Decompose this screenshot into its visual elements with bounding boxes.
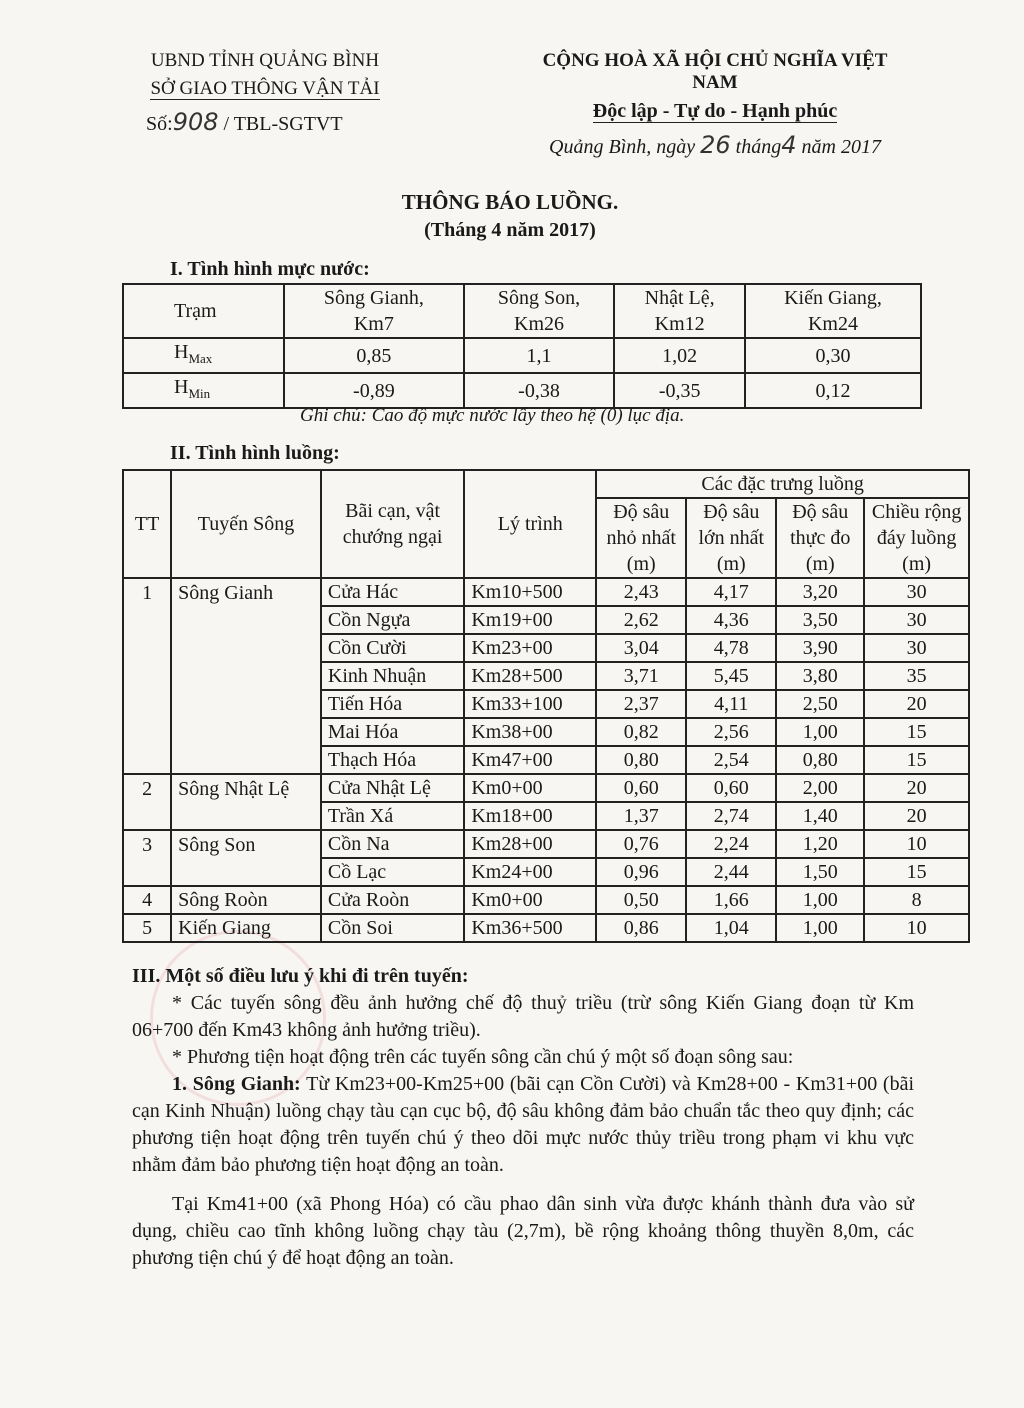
row-km: Km10+500 — [464, 578, 596, 606]
row-dmeas: 2,00 — [776, 774, 864, 802]
row-obstacle: Cửa Roòn — [321, 886, 464, 914]
row-dmin: 2,37 — [596, 690, 686, 718]
row-km: Km36+500 — [464, 914, 596, 942]
table-row — [123, 914, 969, 942]
row-dmax: 2,24 — [686, 830, 776, 858]
row-width: 20 — [864, 774, 969, 802]
row-dmeas: 0,80 — [776, 746, 864, 774]
table-row — [123, 858, 969, 886]
table-row — [123, 634, 969, 662]
col-dmax: Độ sâu lớn nhất (m) — [686, 498, 776, 578]
row-dmax: 2,56 — [686, 718, 776, 746]
table-row — [123, 774, 969, 802]
row-tt — [123, 634, 171, 662]
row-dmeas: 1,00 — [776, 718, 864, 746]
row-dmax: 4,36 — [686, 606, 776, 634]
row-tt — [123, 858, 171, 886]
section-2-heading: II. Tình hình luồng: — [170, 442, 340, 464]
table-row — [123, 746, 969, 774]
table-row — [123, 606, 969, 634]
station-cell: Sông Son, Km26 — [464, 284, 615, 338]
channel-table — [122, 469, 970, 943]
table-row — [123, 578, 969, 606]
row-dmax: 4,78 — [686, 634, 776, 662]
date-month-handwritten: 4 — [781, 131, 797, 159]
row-width: 30 — [864, 578, 969, 606]
row-dmeas: 1,50 — [776, 858, 864, 886]
section-1-heading: I. Tình hình mực nước: — [170, 258, 370, 280]
row-river — [171, 690, 321, 718]
row-width: 10 — [864, 830, 969, 858]
row-width: 15 — [864, 858, 969, 886]
row-obstacle: Cồ Lạc — [321, 858, 464, 886]
row-river — [171, 718, 321, 746]
row-dmax: 4,17 — [686, 578, 776, 606]
doc-date: Quảng Bình, ngày 26 tháng4 năm 2017 — [549, 131, 881, 159]
row-km: Km0+00 — [464, 886, 596, 914]
row-dmax: 1,66 — [686, 886, 776, 914]
row-obstacle: Kinh Nhuận — [321, 662, 464, 690]
col-km: Lý trình — [464, 470, 596, 578]
row-dmeas: 3,90 — [776, 634, 864, 662]
row-width: 15 — [864, 746, 969, 774]
row-tt: 2 — [123, 774, 171, 802]
row-dmax: 2,44 — [686, 858, 776, 886]
hmax-value: 1,02 — [614, 338, 745, 373]
row-km: Km23+00 — [464, 634, 596, 662]
hmin-value: -0,38 — [464, 373, 615, 408]
row-width: 10 — [864, 914, 969, 942]
title-main: THÔNG BÁO LUỒNG. — [401, 190, 619, 214]
col-obstacle: Bãi cạn, vật chướng ngại — [321, 470, 464, 578]
doc-number: Số:908 / TBL-SGTVT — [146, 108, 343, 136]
row-dmeas: 3,50 — [776, 606, 864, 634]
row-dmeas: 3,20 — [776, 578, 864, 606]
col-dmeas: Độ sâu thực đo (m) — [776, 498, 864, 578]
row-dmax: 5,45 — [686, 662, 776, 690]
hmax-label: $H_{Max}$ — [123, 338, 284, 373]
row-river: Sông Roòn — [171, 886, 321, 914]
org-line-2: SỞ GIAO THÔNG VẬN TẢI — [150, 78, 380, 99]
row-obstacle: Trần Xá — [321, 802, 464, 830]
row-dmeas: 1,00 — [776, 914, 864, 942]
row-dmin: 0,80 — [596, 746, 686, 774]
note-song-gianh: 1. Sông Gianh: Từ Km23+00-Km25+00 (bãi cạn Cồn Cười) và Km28+00 - Km31+00 (bãi cạn Kinh Nhuận) luồng chạy tàu cạn cục bộ, độ sâu không đảm bảo chuẩn tắc theo quy định; các phương tiện hoạt động trên tuyến chú ý theo dõi mực nước thủy triều trong phạm vi khu vực nhằm đảm bảo phương tiện hoạt động an toàn. — [132, 1073, 915, 1176]
row-dmin: 3,04 — [596, 634, 686, 662]
row-river: Kiến Giang — [171, 914, 321, 942]
station-cell: Nhật Lệ, Km12 — [614, 284, 745, 338]
issuer-block — [130, 50, 400, 136]
row-km: Km19+00 — [464, 606, 596, 634]
row-dmax: 2,54 — [686, 746, 776, 774]
org-line-1: UBND TỈNH QUẢNG BÌNH — [150, 50, 380, 71]
row-obstacle: Thạch Hóa — [321, 746, 464, 774]
row-dmin: 0,82 — [596, 718, 686, 746]
row-dmeas: 1,20 — [776, 830, 864, 858]
table-row — [123, 690, 969, 718]
hmin-label: $H_{Min}$ — [123, 373, 284, 408]
hmin-value: 0,12 — [745, 373, 921, 408]
section-3-heading: III. Một số điều lưu ý khi đi trên tuyến: — [132, 965, 469, 987]
row-km: Km18+00 — [464, 802, 596, 830]
row-dmeas: 1,00 — [776, 886, 864, 914]
row-km: Km0+00 — [464, 774, 596, 802]
row-tt — [123, 802, 171, 830]
nation-line-1: CỘNG HOÀ XÃ HỘI CHỦ NGHĨA VIỆT NAM — [542, 50, 888, 93]
row-river — [171, 858, 321, 886]
row-width: 20 — [864, 690, 969, 718]
col-group: Các đặc trưng luồng — [596, 470, 969, 498]
section-3 — [132, 963, 914, 1272]
note-pontoon-bridge: Tại Km41+00 (xã Phong Hóa) có cầu phao dân sinh vừa được khánh thành đưa vào sử dụng, chiều cao tĩnh không luồng chạy tàu (2,7m), bề rộng khoảng thông thuyền 8,0m, các phương tiện chú ý để hoạt động an toàn. — [132, 1193, 914, 1269]
water-level-note: Ghi chú: Cao độ mực nước lấy theo hệ (0) lục địa. — [300, 405, 685, 426]
row-tt — [123, 718, 171, 746]
row-tt — [123, 662, 171, 690]
row-obstacle: Tiến Hóa — [321, 690, 464, 718]
row-width: 30 — [864, 634, 969, 662]
row-tt: 1 — [123, 578, 171, 606]
row-dmeas: 3,80 — [776, 662, 864, 690]
row-dmin: 0,86 — [596, 914, 686, 942]
row-dmin: 0,60 — [596, 774, 686, 802]
note-vessels: * Phương tiện hoạt động trên các tuyến sông cần chú ý một số đoạn sông sau: — [172, 1046, 794, 1068]
row-km: Km28+500 — [464, 662, 596, 690]
row-obstacle: Cồn Ngựa — [321, 606, 464, 634]
doc-number-handwritten: 908 — [172, 108, 219, 136]
row-dmax: 2,74 — [686, 802, 776, 830]
row-dmeas: 2,50 — [776, 690, 864, 718]
row-width: 8 — [864, 886, 969, 914]
nation-motto: Độc lập - Tự do - Hạnh phúc — [592, 100, 838, 122]
row-tt — [123, 606, 171, 634]
row-km: Km38+00 — [464, 718, 596, 746]
table-row — [123, 886, 969, 914]
row-obstacle: Cồn Soi — [321, 914, 464, 942]
row-river — [171, 634, 321, 662]
row-obstacle: Cồn Na — [321, 830, 464, 858]
row-river — [171, 802, 321, 830]
col-dmin: Độ sâu nhỏ nhất (m) — [596, 498, 686, 578]
row-dmin: 0,96 — [596, 858, 686, 886]
doc-title — [330, 190, 690, 242]
col-river: Tuyến Sông — [171, 470, 321, 578]
col-tt: TT — [123, 470, 171, 578]
title-sub: (Tháng 4 năm 2017) — [424, 219, 596, 241]
hmax-value: 1,1 — [464, 338, 615, 373]
row-km: Km33+100 — [464, 690, 596, 718]
row-river — [171, 746, 321, 774]
row-width: 35 — [864, 662, 969, 690]
row-river: Sông Son — [171, 830, 321, 858]
row-tt: 4 — [123, 886, 171, 914]
station-header: Trạm — [123, 284, 284, 338]
table-row — [123, 802, 969, 830]
national-header — [520, 50, 910, 159]
row-river — [171, 662, 321, 690]
row-width: 15 — [864, 718, 969, 746]
row-km: Km28+00 — [464, 830, 596, 858]
hmax-value: 0,85 — [284, 338, 464, 373]
table-row — [123, 718, 969, 746]
row-tt — [123, 746, 171, 774]
note-tide: * Các tuyến sông đều ảnh hưởng chế độ thuỷ triều (trừ sông Kiến Giang đoạn từ Km 06+700 đến Km43 không ảnh hưởng triều). — [132, 992, 914, 1041]
row-tt: 5 — [123, 914, 171, 942]
row-width: 20 — [864, 802, 969, 830]
station-cell: Sông Gianh, Km7 — [284, 284, 464, 338]
row-dmin: 3,71 — [596, 662, 686, 690]
water-level-table — [122, 283, 922, 409]
row-dmin: 1,37 — [596, 802, 686, 830]
row-dmax: 1,04 — [686, 914, 776, 942]
row-dmin: 0,50 — [596, 886, 686, 914]
row-tt: 3 — [123, 830, 171, 858]
row-river: Sông Gianh — [171, 578, 321, 606]
row-km: Km24+00 — [464, 858, 596, 886]
row-river — [171, 606, 321, 634]
row-width: 30 — [864, 606, 969, 634]
hmax-value: 0,30 — [745, 338, 921, 373]
hmin-value: -0,89 — [284, 373, 464, 408]
row-obstacle: Cửa Hác — [321, 578, 464, 606]
row-obstacle: Cồn Cười — [321, 634, 464, 662]
row-obstacle: Mai Hóa — [321, 718, 464, 746]
row-tt — [123, 690, 171, 718]
row-obstacle: Cửa Nhật Lệ — [321, 774, 464, 802]
station-cell: Kiến Giang, Km24 — [745, 284, 921, 338]
hmin-value: -0,35 — [614, 373, 745, 408]
row-river: Sông Nhật Lệ — [171, 774, 321, 802]
table-row — [123, 830, 969, 858]
row-dmeas: 1,40 — [776, 802, 864, 830]
row-dmin: 2,62 — [596, 606, 686, 634]
row-dmax: 0,60 — [686, 774, 776, 802]
date-day-handwritten: 26 — [700, 131, 731, 159]
row-km: Km47+00 — [464, 746, 596, 774]
col-width: Chiều rộng đáy luồng (m) — [864, 498, 969, 578]
row-dmin: 0,76 — [596, 830, 686, 858]
table-row — [123, 662, 969, 690]
row-dmin: 2,43 — [596, 578, 686, 606]
row-dmax: 4,11 — [686, 690, 776, 718]
